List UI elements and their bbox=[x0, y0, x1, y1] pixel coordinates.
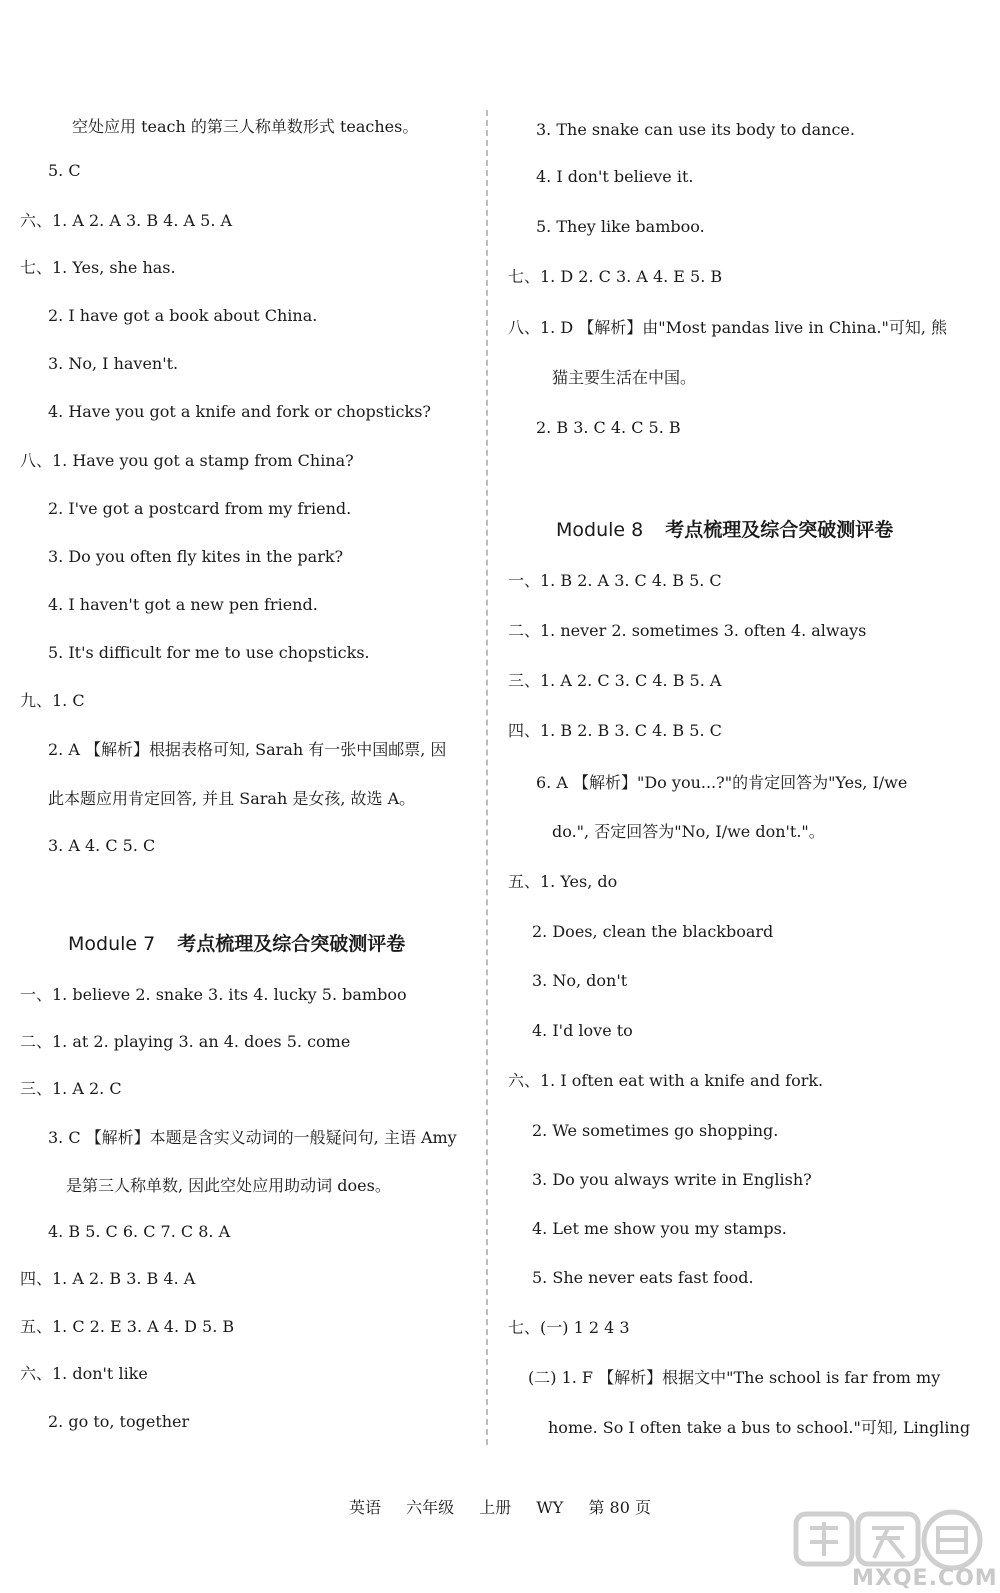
answer-line: 四、1. B 2. B 3. C 4. B 5. C bbox=[508, 721, 722, 740]
answer-line: 2. B 3. C 4. C 5. B bbox=[536, 418, 681, 437]
answer-line: 七、1. Yes, she has. bbox=[20, 258, 176, 277]
answer-line: 一、1. B 2. A 3. C 4. B 5. C bbox=[508, 571, 722, 590]
watermark-text: MXQE.COM bbox=[852, 1566, 998, 1591]
answer-line: 4. Have you got a knife and fork or chopsticks? bbox=[48, 402, 431, 421]
answer-line: 四、1. A 2. B 3. B 4. A bbox=[20, 1269, 196, 1288]
answer-line: 2. Does, clean the blackboard bbox=[532, 922, 774, 941]
answer-line: 二、1. never 2. sometimes 3. often 4. always bbox=[508, 621, 867, 640]
answer-line: 3. A 4. C 5. C bbox=[48, 836, 156, 855]
answer-line: 六、1. A 2. A 3. B 4. A 5. A bbox=[20, 211, 233, 230]
answer-line: 4. I haven't got a new pen friend. bbox=[48, 595, 318, 614]
answer-line: 二、1. at 2. playing 3. an 4. does 5. come bbox=[20, 1032, 351, 1051]
answer-line: 2. A 【解析】根据表格可知, Sarah 有一张中国邮票, 因 bbox=[48, 740, 447, 759]
answer-line: 八、1. D 【解析】由"Most pandas live in China."可知, 熊 bbox=[508, 318, 947, 337]
footer-edition: WY bbox=[536, 1498, 564, 1517]
answer-line: 3. No, I haven't. bbox=[48, 354, 179, 373]
answer-line: 5. She never eats fast food. bbox=[532, 1268, 754, 1287]
answer-line: 三、1. A 2. C bbox=[20, 1079, 122, 1098]
answer-line: 3. C 【解析】本题是含实义动词的一般疑问句, 主语 Amy bbox=[48, 1128, 457, 1147]
answer-line: 六、1. I often eat with a knife and fork. bbox=[508, 1071, 824, 1090]
answer-line: 2. We sometimes go shopping. bbox=[532, 1121, 779, 1140]
answer-line: 3. Do you always write in English? bbox=[532, 1170, 812, 1189]
module-8-heading bbox=[556, 518, 893, 542]
footer-grade: 六年级 bbox=[406, 1498, 455, 1517]
footer-volume: 上册 bbox=[479, 1498, 512, 1517]
answer-line: 4. I'd love to bbox=[532, 1021, 633, 1040]
answer-line: 六、1. don't like bbox=[20, 1364, 148, 1383]
text-line: 空处应用 teach 的第三人称单数形式 teaches。 bbox=[72, 117, 419, 136]
text-line: do.", 否定回答为"No, I/we don't."。 bbox=[552, 822, 825, 841]
answer-line: 三、1. A 2. C 3. C 4. B 5. A bbox=[508, 671, 722, 690]
answer-line: 5. It's difficult for me to use chopsticks. bbox=[48, 643, 370, 662]
answer-line: 八、1. Have you got a stamp from China? bbox=[20, 451, 354, 470]
footer-subject: 英语 bbox=[349, 1498, 382, 1517]
footer-page-number: 第 80 页 bbox=[588, 1498, 651, 1517]
column-divider bbox=[486, 110, 488, 1445]
module-label: Module 7 bbox=[68, 933, 156, 955]
module-title: 考点梳理及综合突破测评卷 bbox=[177, 933, 406, 955]
answer-line: 4. B 5. C 6. C 7. C 8. A bbox=[48, 1222, 231, 1241]
answer-line: 6. A 【解析】"Do you...?"的肯定回答为"Yes, I/we bbox=[536, 773, 908, 792]
text-line: home. So I often take a bus to school."可知, Lingling bbox=[548, 1418, 971, 1437]
answer-line: (二) 1. F 【解析】根据文中"The school is far from my bbox=[528, 1368, 941, 1387]
module-label: Module 8 bbox=[556, 519, 644, 541]
answer-line: 七、1. D 2. C 3. A 4. E 5. B bbox=[508, 267, 723, 286]
answer-line: 2. go to, together bbox=[48, 1412, 190, 1431]
answer-line: 4. Let me show you my stamps. bbox=[532, 1219, 787, 1238]
answer-line: 4. I don't believe it. bbox=[536, 167, 694, 186]
answer-line: 五、1. C 2. E 3. A 4. D 5. B bbox=[20, 1317, 235, 1336]
text-line: 猫主要生活在中国。 bbox=[552, 368, 697, 387]
answer-line: 2. I have got a book about China. bbox=[48, 306, 318, 325]
text-line: 是第三人称单数, 因此空处应用助动词 does。 bbox=[66, 1176, 391, 1195]
answer-line: 九、1. C bbox=[20, 691, 85, 710]
answer-line: 五、1. Yes, do bbox=[508, 872, 618, 891]
answer-line: 七、(一) 1 2 4 3 bbox=[508, 1318, 630, 1337]
answer-line: 2. I've got a postcard from my friend. bbox=[48, 499, 352, 518]
answer-line: 3. No, don't bbox=[532, 971, 628, 990]
answer-line: 5. C bbox=[48, 161, 81, 180]
answer-line: 3. The snake can use its body to dance. bbox=[536, 120, 855, 139]
module-title: 考点梳理及综合突破测评卷 bbox=[665, 519, 894, 541]
answer-line: 一、1. believe 2. snake 3. its 4. lucky 5. bamboo bbox=[20, 985, 407, 1004]
module-7-heading bbox=[68, 932, 405, 956]
answer-line: 3. Do you often fly kites in the park? bbox=[48, 547, 344, 566]
text-line: 此本题应用肯定回答, 并且 Sarah 是女孩, 故选 A。 bbox=[48, 789, 416, 808]
answer-line: 5. They like bamboo. bbox=[536, 217, 705, 236]
